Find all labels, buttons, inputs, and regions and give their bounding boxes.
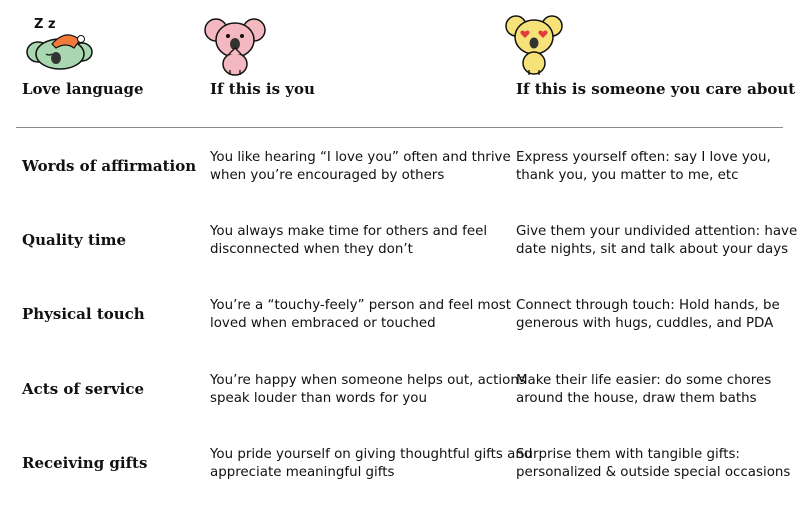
care-about-line: date nights, sit and talk about your days: [516, 242, 789, 257]
care-about-line: Surprise them with tangible gifts:: [516, 447, 740, 462]
if-you-line: loved when embraced or touched: [210, 316, 436, 331]
love-language-name: Receiving gifts: [22, 454, 148, 472]
care-about-line: Make their life easier: do some chores: [516, 373, 772, 388]
heart-eyes-koala-icon: [504, 10, 564, 76]
table-row: [0, 297, 800, 357]
table-row: [0, 223, 800, 283]
header-if-this-is-you: If this is you: [210, 80, 315, 98]
thinking-koala-icon: [204, 14, 266, 76]
love-language-name: Acts of service: [22, 380, 145, 398]
care-about-line: Express yourself often: say I love you,: [516, 150, 771, 165]
table-row: [0, 446, 800, 506]
if-you-line: when you’re encouraged by others: [210, 168, 445, 183]
love-language-name: Quality time: [22, 231, 126, 249]
table-row: [0, 149, 800, 209]
love-language-name: Words of affirmation: [22, 157, 197, 175]
care-about-text: [516, 372, 796, 408]
if-you-line: disconnected when they don’t: [210, 242, 413, 257]
sleep-z-text: Z z: [34, 17, 56, 32]
care-about-text: [516, 149, 796, 185]
if-you-text: [210, 446, 533, 482]
sleeping-koala-icon: [22, 14, 96, 72]
header-someone-you-care-about: If this is someone you care about: [516, 80, 796, 98]
if-you-line: You’re a “touchy-feely” person and feel most: [210, 298, 512, 313]
care-about-line: thank you, you matter to me, etc: [516, 168, 739, 183]
care-about-line: around the house, draw them baths: [516, 391, 757, 406]
care-about-line: Connect through touch: Hold hands, be: [516, 298, 780, 313]
love-language-name: Physical touch: [22, 305, 145, 323]
table-row: [0, 372, 800, 432]
if-you-text: [210, 149, 510, 185]
if-you-line: You always make time for others and feel: [210, 224, 488, 239]
if-you-text: [210, 297, 510, 333]
if-you-line: You pride yourself on giving thoughtful gifts and: [210, 447, 533, 462]
if-you-line: You’re happy when someone helps out, actions: [210, 373, 526, 388]
care-about-text: [516, 446, 796, 482]
if-you-text: [210, 372, 526, 408]
if-you-line: speak louder than words for you: [210, 391, 427, 406]
care-about-line: personalized & outside special occasions: [516, 465, 791, 480]
care-about-line: Give them your undivided attention: have: [516, 224, 798, 239]
care-about-text: [516, 297, 796, 333]
care-about-line: generous with hugs, cuddles, and PDA: [516, 316, 774, 331]
header-divider: [16, 127, 783, 128]
if-you-line: appreciate meaningful gifts: [210, 465, 395, 480]
if-you-line: You like hearing “I love you” often and thrive: [210, 150, 511, 165]
if-you-text: [210, 223, 510, 259]
care-about-text: [516, 223, 796, 259]
header-love-language: Love language: [22, 80, 144, 98]
